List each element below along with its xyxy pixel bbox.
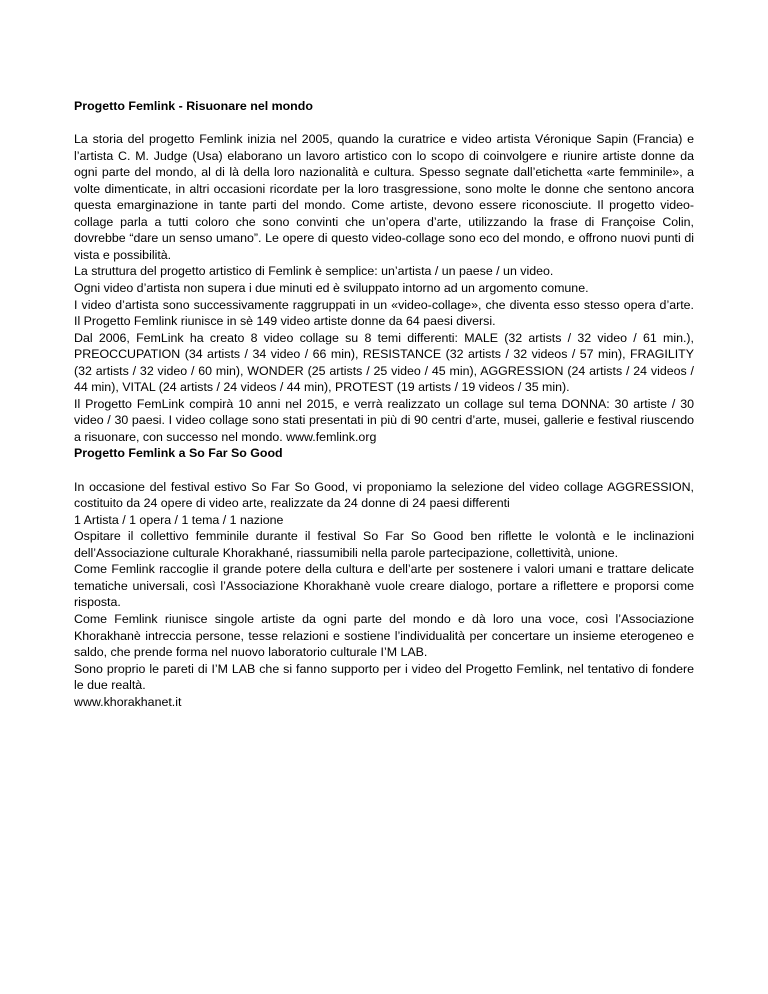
paragraph-video-length: Ogni video d’artista non supera i due minuti ed è sviluppato intorno ad un argomento comune. (74, 281, 589, 296)
paragraph-themes: Dal 2006, FemLink ha creato 8 video collage su 8 temi differenti: MALE (32 artists / 32 video / 61 min.), PREOCCUPATION (34 artists / 34 video / 66 min), RESISTANCE (32 artists / 32 videos / 57 min), FRAGILITY (32 artists / 32 video / 60 min), WONDER (25 artists / 25 video / 45 min), AGGRESSION (24 artists / 24 videos / 44 min), VITAL (24 artists / 24 videos / 44 min), PROTEST (19 artists / 19 videos / 35 min). (74, 330, 694, 395)
paragraph-im-lab: Sono proprio le pareti di I’M LAB che si fanno supporto per i video del Progetto Femlink, nel tentativo di fondere le due realtà. (74, 661, 694, 693)
paragraph-culture: Come Femlink raccoglie il grande potere della cultura e dell’arte per sostenere i valori umani e trattare delicate tematiche universali, così l’Associazione Khorakhanè vuole creare dialogo, portare a riflettere e proporsi come risposta. (74, 562, 694, 610)
website-link[interactable]: www.khorakhanet.it (74, 694, 182, 709)
document-title: Progetto Femlink - Risuonare nel mondo (74, 99, 313, 113)
paragraph-video-collage: I video d’artista sono successivamente raggruppati in un «video-collage», che diventa esso stesso opera d’arte. Il Progetto Femlink riunisce in sè 149 video artiste donne da 64 paesi diversi. (74, 297, 694, 329)
document-page (74, 98, 694, 710)
paragraph-anniversary: Il Progetto FemLink compirà 10 anni nel 2015, e verrà realizzato un collage sul tema DONNA: 30 artiste / 30 video / 30 paesi. I video collage sono stati presentati in più di 90 centri d’arte, musei, gallerie e festival riuscendo a risuonare, con successo nel mondo. www.femlink.org (74, 396, 694, 444)
paragraph-history: La storia del progetto Femlink inizia nel 2005, quando la curatrice e video artista Véronique Sapin (Francia) e l’artista C. M. Judge (Usa) elaborano un lavoro artistico con lo scopo di coinvolgere e riunire artiste donne da ogni parte del mondo, al di là della loro nazionalità e cultura. Spesso segnate dall’etichetta «arte femminile», a volte dimenticate, in altri occasioni ricordate per la loro trasgressione, sono molte le donne che sentono ancora questa emarginazione in tante parti del mondo. Come artiste, devono essere riconosciute. Il progetto video-collage parla a tutti coloro che sono convinti che un’opera d’arte, utilizzando la frase di Françoise Colin, dovrebbe “dare un senso umano”. Le opere di questo video-collage sono eco del mondo, e offrono nuovi punti di vista e possibilità. (74, 132, 694, 262)
paragraph-festival: In occasione del festival estivo So Far So Good, vi proponiamo la selezione del video collage AGGRESSION, costituito da 24 opere di video arte, realizzate da 24 donne di 24 paesi differenti (74, 479, 694, 511)
paragraph-collective: Ospitare il collettivo femminile durante il festival So Far So Good ben riflette le volontà e le inclinazioni dell’Associazione culturale Khorakhané, riassumibili nella parole partecipazione, collettività, unione. (74, 529, 694, 560)
paragraph-voice: Come Femlink riunisce singole artiste da ogni parte del mondo e dà loro una voce, così l’Associazione Khorakhanè intreccia persone, tesse relazioni e sostiene l’individualità per concertare un insieme eterogeneo e saldo, che prende forma nel nuovo laboratorio culturale I’M LAB. (74, 611, 694, 660)
paragraph-motto: 1 Artista / 1 opera / 1 tema / 1 nazione (74, 512, 284, 527)
paragraph-structure: La struttura del progetto artistico di Femlink è semplice: un’artista / un paese / un video. (74, 264, 554, 279)
section-subtitle: Progetto Femlink a So Far So Good (74, 446, 283, 461)
